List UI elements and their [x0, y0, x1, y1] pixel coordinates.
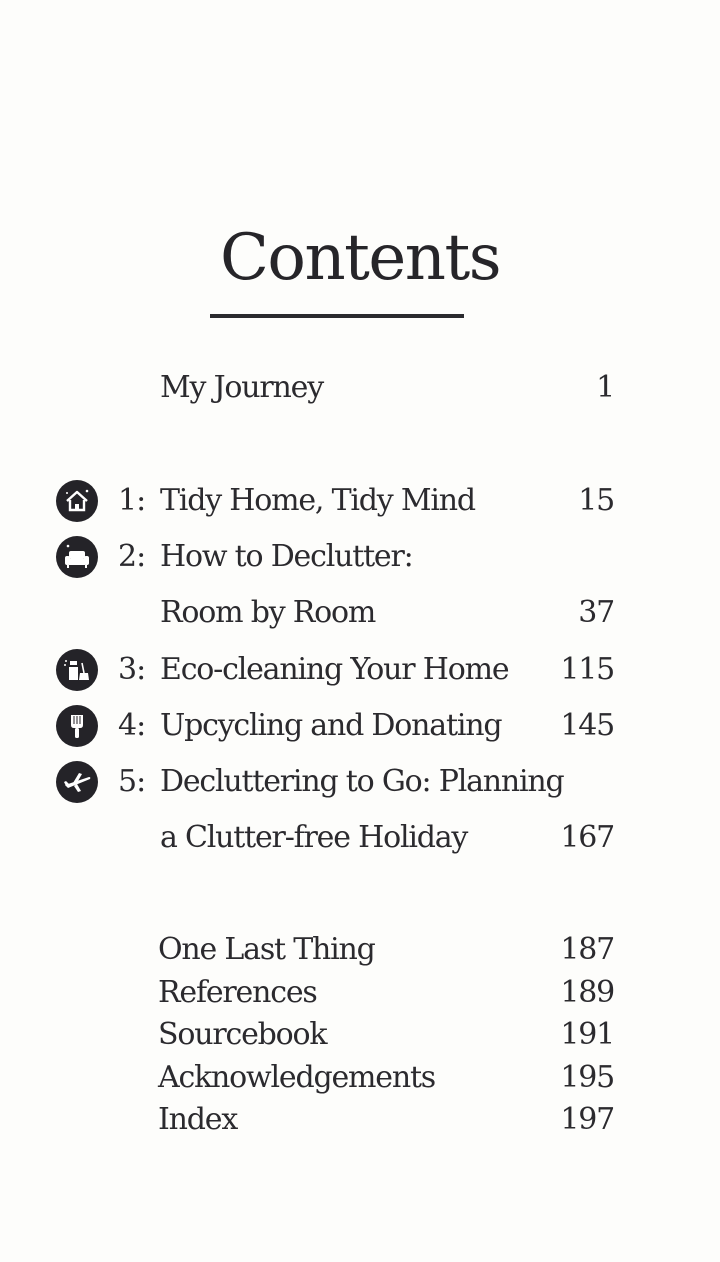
chapter-title-line: a Clutter-free Holiday — [160, 820, 468, 855]
toc-entry-one-last-thing[interactable] — [0, 929, 720, 973]
toc-chapter-3[interactable] — [0, 648, 720, 692]
toc-entry-page: 1 — [596, 370, 614, 405]
chapter-title-line: Eco-cleaning Your Home — [160, 652, 509, 687]
toc-chapter-5-continued[interactable] — [0, 816, 720, 860]
page-title: Contents — [219, 221, 501, 295]
toc-entry-page: 189 — [560, 975, 614, 1010]
toc-entry-references[interactable] — [0, 972, 720, 1016]
chapter-page: 15 — [578, 483, 614, 518]
cleaning-spray-icon — [56, 649, 98, 691]
toc-entry-sourcebook[interactable] — [0, 1014, 720, 1058]
toc-entry-page: 197 — [560, 1102, 614, 1137]
airplane-icon — [56, 761, 98, 803]
chapter-page: 167 — [560, 820, 614, 855]
chapter-number: 1: — [118, 483, 146, 518]
toc-entry-page: 187 — [560, 932, 614, 967]
chapter-page: 145 — [560, 708, 614, 743]
toc-entry-my-journey[interactable] — [0, 366, 720, 410]
toc-chapter-4[interactable] — [0, 704, 720, 748]
chapter-page: 115 — [560, 652, 614, 687]
paintbrush-icon — [56, 705, 98, 747]
toc-entry-label: Sourcebook — [158, 1017, 327, 1052]
house-icon — [56, 480, 98, 522]
chapter-title-line: Tidy Home, Tidy Mind — [160, 483, 475, 518]
toc-entry-label: References — [158, 975, 317, 1010]
toc-entry-index[interactable] — [0, 1099, 720, 1143]
chapter-title-line: How to Declutter: — [160, 539, 413, 574]
chapter-number: 2: — [118, 539, 146, 574]
chapter-number: 4: — [118, 708, 146, 743]
toc-chapter-2-continued[interactable] — [0, 591, 720, 635]
chapter-title-line: Upcycling and Donating — [160, 708, 502, 743]
toc-chapter-5[interactable] — [0, 760, 720, 804]
toc-chapter-2[interactable] — [0, 535, 720, 579]
toc-entry-label: One Last Thing — [158, 932, 375, 967]
toc-entry-page: 191 — [560, 1017, 614, 1052]
toc-entry-label: My Journey — [160, 370, 323, 405]
chapter-page: 37 — [578, 595, 614, 630]
chapter-title-line: Decluttering to Go: Planning — [160, 764, 564, 799]
chapter-title-line: Room by Room — [160, 595, 376, 630]
chapter-number: 5: — [118, 764, 146, 799]
chapter-number: 3: — [118, 652, 146, 687]
toc-chapter-1[interactable] — [0, 479, 720, 523]
toc-entry-label: Index — [158, 1102, 238, 1137]
toc-entry-page: 195 — [560, 1060, 614, 1095]
toc-entry-label: Acknowledgements — [158, 1060, 435, 1095]
toc-entry-acknowledgements[interactable] — [0, 1057, 720, 1101]
title-underline — [210, 314, 464, 318]
sofa-icon — [56, 536, 98, 578]
